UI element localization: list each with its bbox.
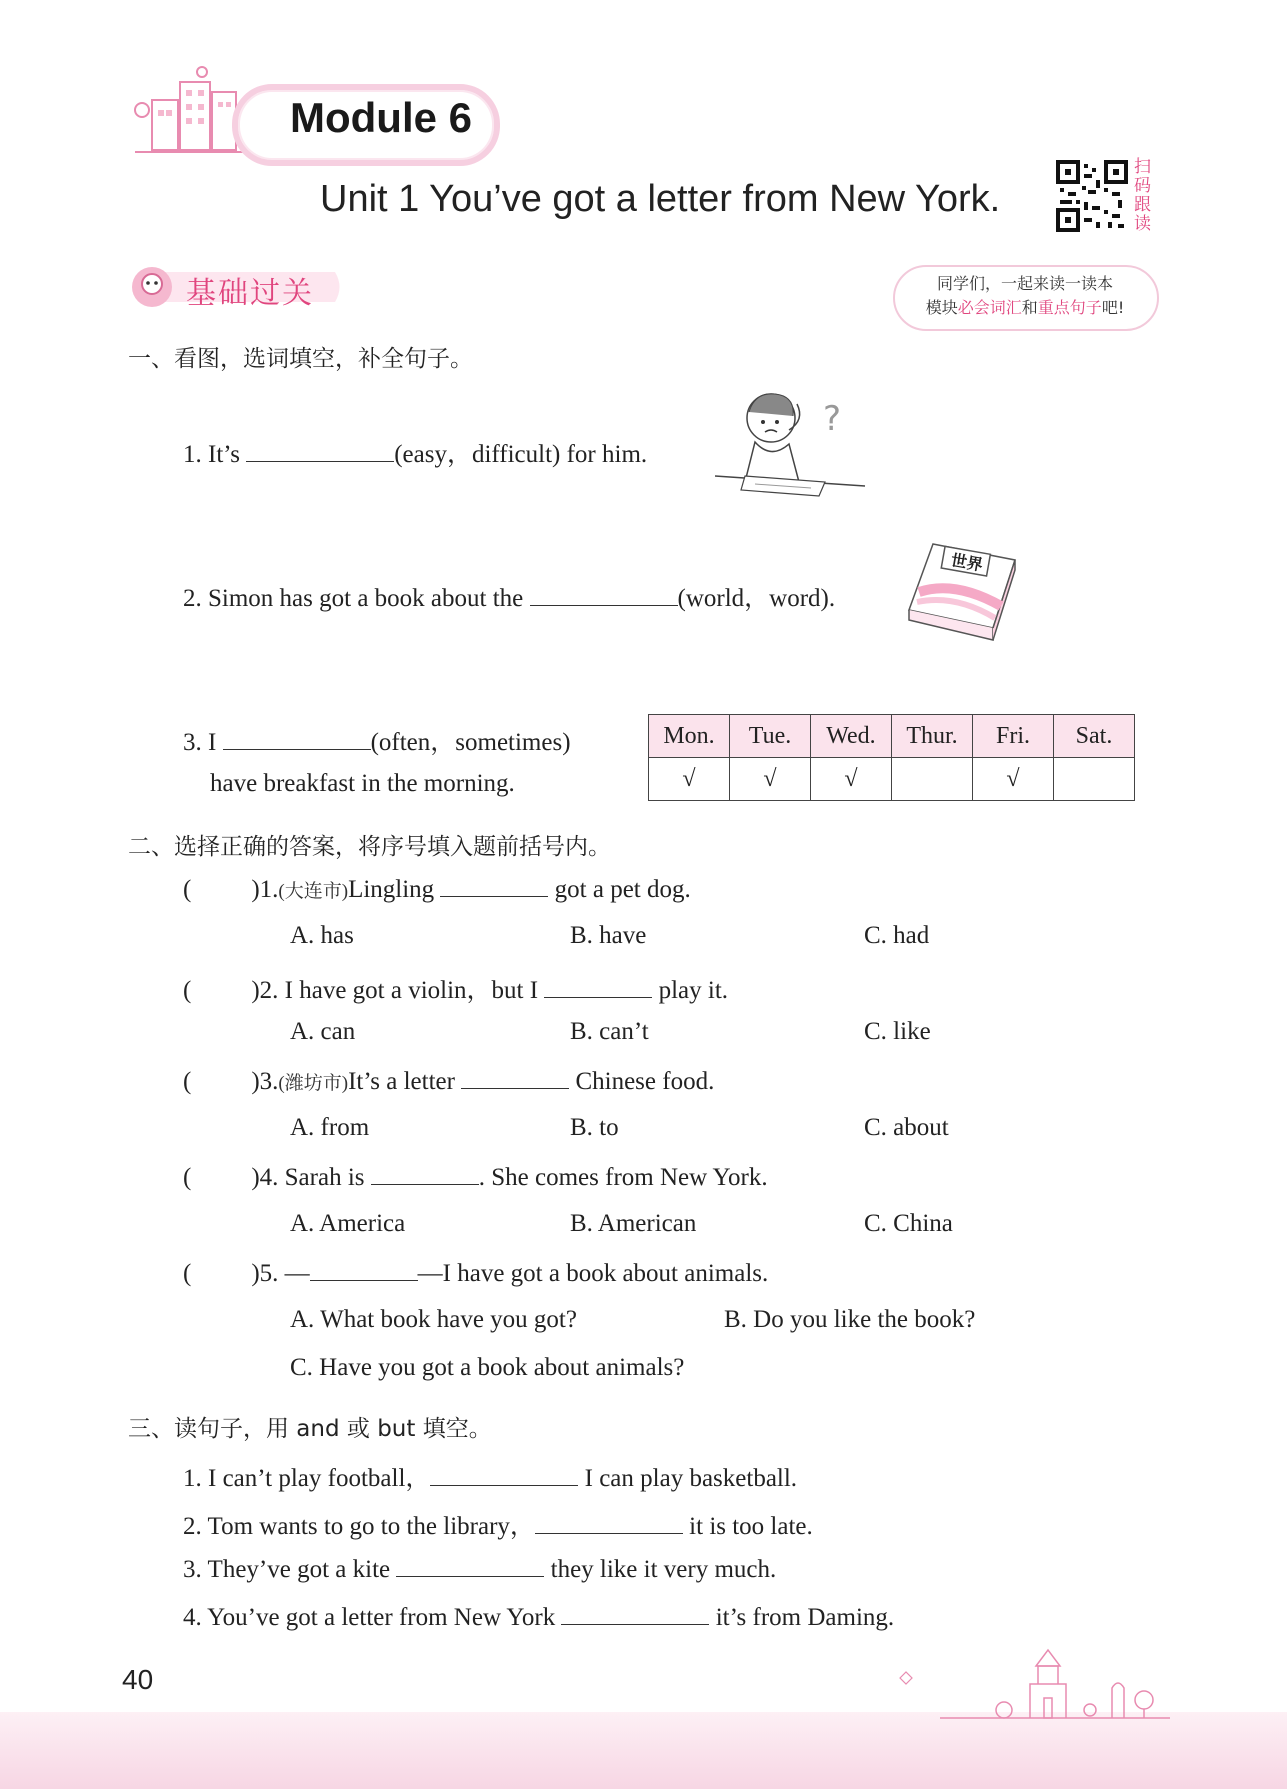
option-a[interactable]: A. America [290,1210,406,1237]
s1-question-3-line-2: have breakfast in the morning. [210,770,515,797]
s3-question-4: 4. You’ve got a letter from New York it’s from Daming. [183,1604,895,1631]
option-a[interactable]: A. has [290,922,354,949]
answer-blank[interactable] [223,727,371,750]
s2-question-2: ( )2. I have got a violin，but I play it. [183,977,729,1004]
option-b[interactable]: B. have [570,922,647,949]
answer-blank[interactable] [530,583,678,606]
s3-question-3: 3. They’ve got a kite they like it very much. [183,1556,777,1583]
answer-blank[interactable] [440,874,548,897]
option-b[interactable]: B. Do you like the book? [724,1306,976,1333]
s1-question-1: 1. It’s (easy，difficult) for him. [183,441,648,468]
section1-title: 一、看图，选词填空，补全句子。 [128,346,473,372]
breakfast-week-table [648,714,1135,801]
option-b[interactable]: B. American [570,1210,697,1237]
day-header: Mon. [649,715,730,758]
footer-band [0,1712,1287,1789]
option-c[interactable]: C. China [864,1210,953,1237]
answer-blank[interactable] [371,1162,479,1185]
answer-blank[interactable] [461,1066,569,1089]
scan-label: 扫码跟读 [1134,157,1151,234]
option-c[interactable]: C. about [864,1114,949,1141]
section-badge-title: 基础过关 [186,276,314,311]
answer-blank[interactable] [561,1602,709,1625]
day-header: Sat. [1054,715,1135,758]
check-mark: √ [649,758,730,801]
svg-text:?: ? [823,399,842,439]
answer-blank[interactable] [310,1258,418,1281]
answer-blank[interactable] [430,1463,578,1486]
answer-blank[interactable] [396,1554,544,1577]
section2-title: 二、选择正确的答案，将序号填入题前括号内。 [128,834,611,860]
module-title: Module 6 [290,94,473,141]
table-row [649,758,1135,801]
option-a[interactable]: A. can [290,1018,356,1045]
answer-blank[interactable] [544,975,652,998]
table-row [649,715,1135,758]
s3-question-1: 1. I can’t play football， I can play basketball. [183,1465,798,1492]
s2-question-5: ( )5. — —I have got a book about animals. [183,1260,769,1287]
option-c[interactable]: C. had [864,922,930,949]
page-number: 40 [122,1664,154,1695]
s2-question-4: ( )4. Sarah is . She comes from New York. [183,1164,768,1191]
answer-blank[interactable] [535,1511,683,1534]
day-header: Tue. [730,715,811,758]
bubble-line-2: 模块必会词汇和重点句子吧! [925,298,1125,317]
option-b[interactable]: B. to [570,1114,619,1141]
day-header: Thur. [892,715,973,758]
boy-thinking-illustration [715,390,870,505]
day-header: Fri. [973,715,1054,758]
option-c[interactable]: C. like [864,1018,931,1045]
footer-castle-illustration [880,1648,1170,1720]
speech-bubble-text [900,272,1150,320]
answer-blank[interactable] [246,439,394,462]
option-b[interactable]: B. can’t [570,1018,649,1045]
book-title: 世界 [949,550,985,575]
option-a[interactable]: A. from [290,1114,370,1141]
bubble-line-1: 同学们，一起来读一读本 [936,274,1113,293]
check-mark [892,758,973,801]
option-a[interactable]: A. What book have you got? [290,1306,577,1333]
day-header: Wed. [811,715,892,758]
check-mark: √ [973,758,1054,801]
s1-question-2: 2. Simon has got a book about the (world，word). [183,585,836,612]
qr-code[interactable] [1056,160,1128,232]
s3-question-2: 2. Tom wants to go to the library， it is too late. [183,1513,813,1540]
book-illustration [905,540,1020,645]
s2-question-3: ( )3.(潍坊市)It’s a letter Chinese food. [183,1068,715,1095]
section3-title: 三、读句子，用 and 或 but 填空。 [128,1416,492,1442]
s1-question-3: 3. I (often，sometimes) [183,729,571,756]
s2-question-1: ( )1.(大连市)Lingling got a pet dog. [183,876,691,903]
check-mark [1054,758,1135,801]
check-mark: √ [811,758,892,801]
option-c[interactable]: C. Have you got a book about animals? [290,1354,685,1381]
unit-title: Unit 1 You’ve got a letter from New York. [320,178,1001,220]
check-mark: √ [730,758,811,801]
